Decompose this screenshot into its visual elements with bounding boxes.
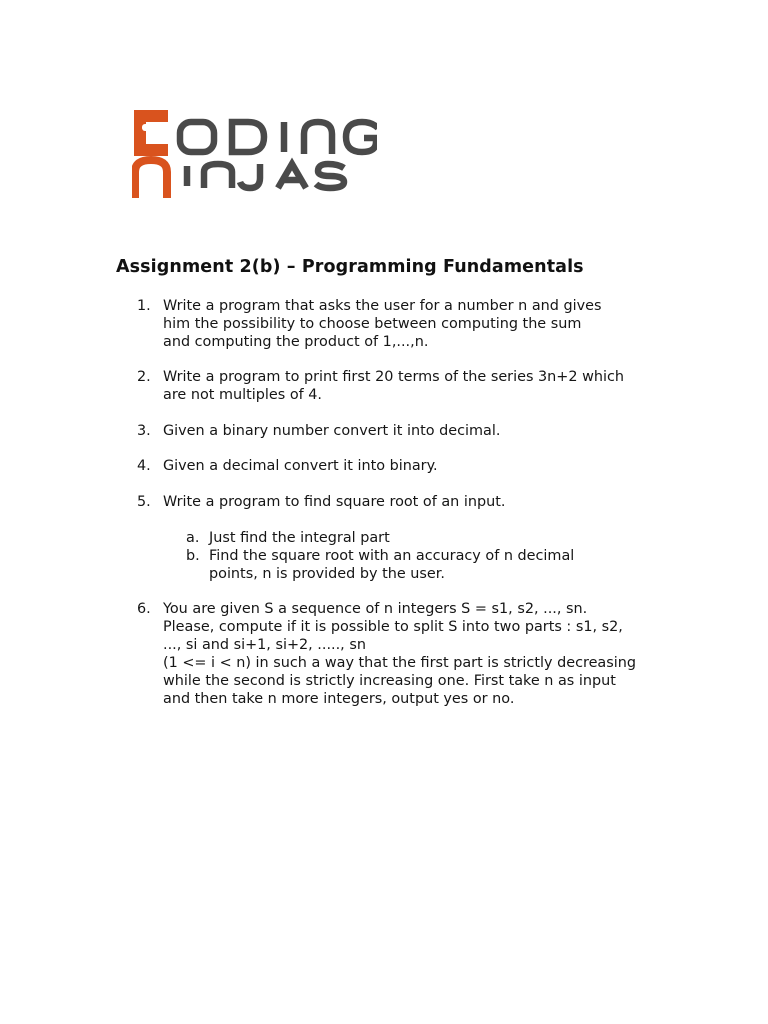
sub-list-item [0, 529, 768, 547]
item-text: Write a program to print first 20 terms of the series 3n+2 which are not multiples of 4. [163, 369, 625, 403]
list-item [0, 457, 663, 475]
sub-list-item [0, 547, 768, 583]
assignment-title: Assignment 2(b) – Programming Fundamentals [116, 257, 584, 277]
item-number: 4. [137, 458, 151, 474]
item-text: You are given S a sequence of n integers S = s1, s2, ..., sn. Please, compute if it is possible to split S into two parts : s1, s2, ..., si and si+1, si+2, ....., sn (1 <= i < n) in such a way that the first part is strictly decreasing while the second is strictly increasing one. First take n as input and then take n more integers, output yes or no. [163, 601, 637, 707]
item-text: Write a program that asks the user for a number n and gives him the possibility to choose between computing the sum and computing the product of 1,...,n. [163, 298, 602, 350]
item-number: 2. [137, 369, 151, 385]
list-item [0, 422, 663, 440]
item-text: Given a decimal convert it into binary. [163, 458, 438, 474]
list-item [0, 297, 663, 351]
logo-letter-c [134, 110, 168, 156]
item-number: 1. [137, 298, 151, 314]
sub-item-letter: b. [186, 548, 200, 564]
list-item [0, 368, 663, 404]
sub-item-letter: a. [186, 530, 200, 546]
sub-item-text: Find the square root with an accuracy of n decimal points, n is provided by the user. [209, 548, 575, 582]
list-item [0, 600, 663, 708]
sub-item-text: Just find the integral part [209, 530, 390, 546]
item-number: 5. [137, 494, 151, 510]
list-item [0, 493, 663, 511]
item-text: Given a binary number convert it into decimal. [163, 423, 501, 439]
item-number: 3. [137, 423, 151, 439]
coding-ninjas-logo [132, 106, 377, 202]
item-text: Write a program to find square root of an input. [163, 494, 506, 510]
item-number: 6. [137, 601, 151, 617]
